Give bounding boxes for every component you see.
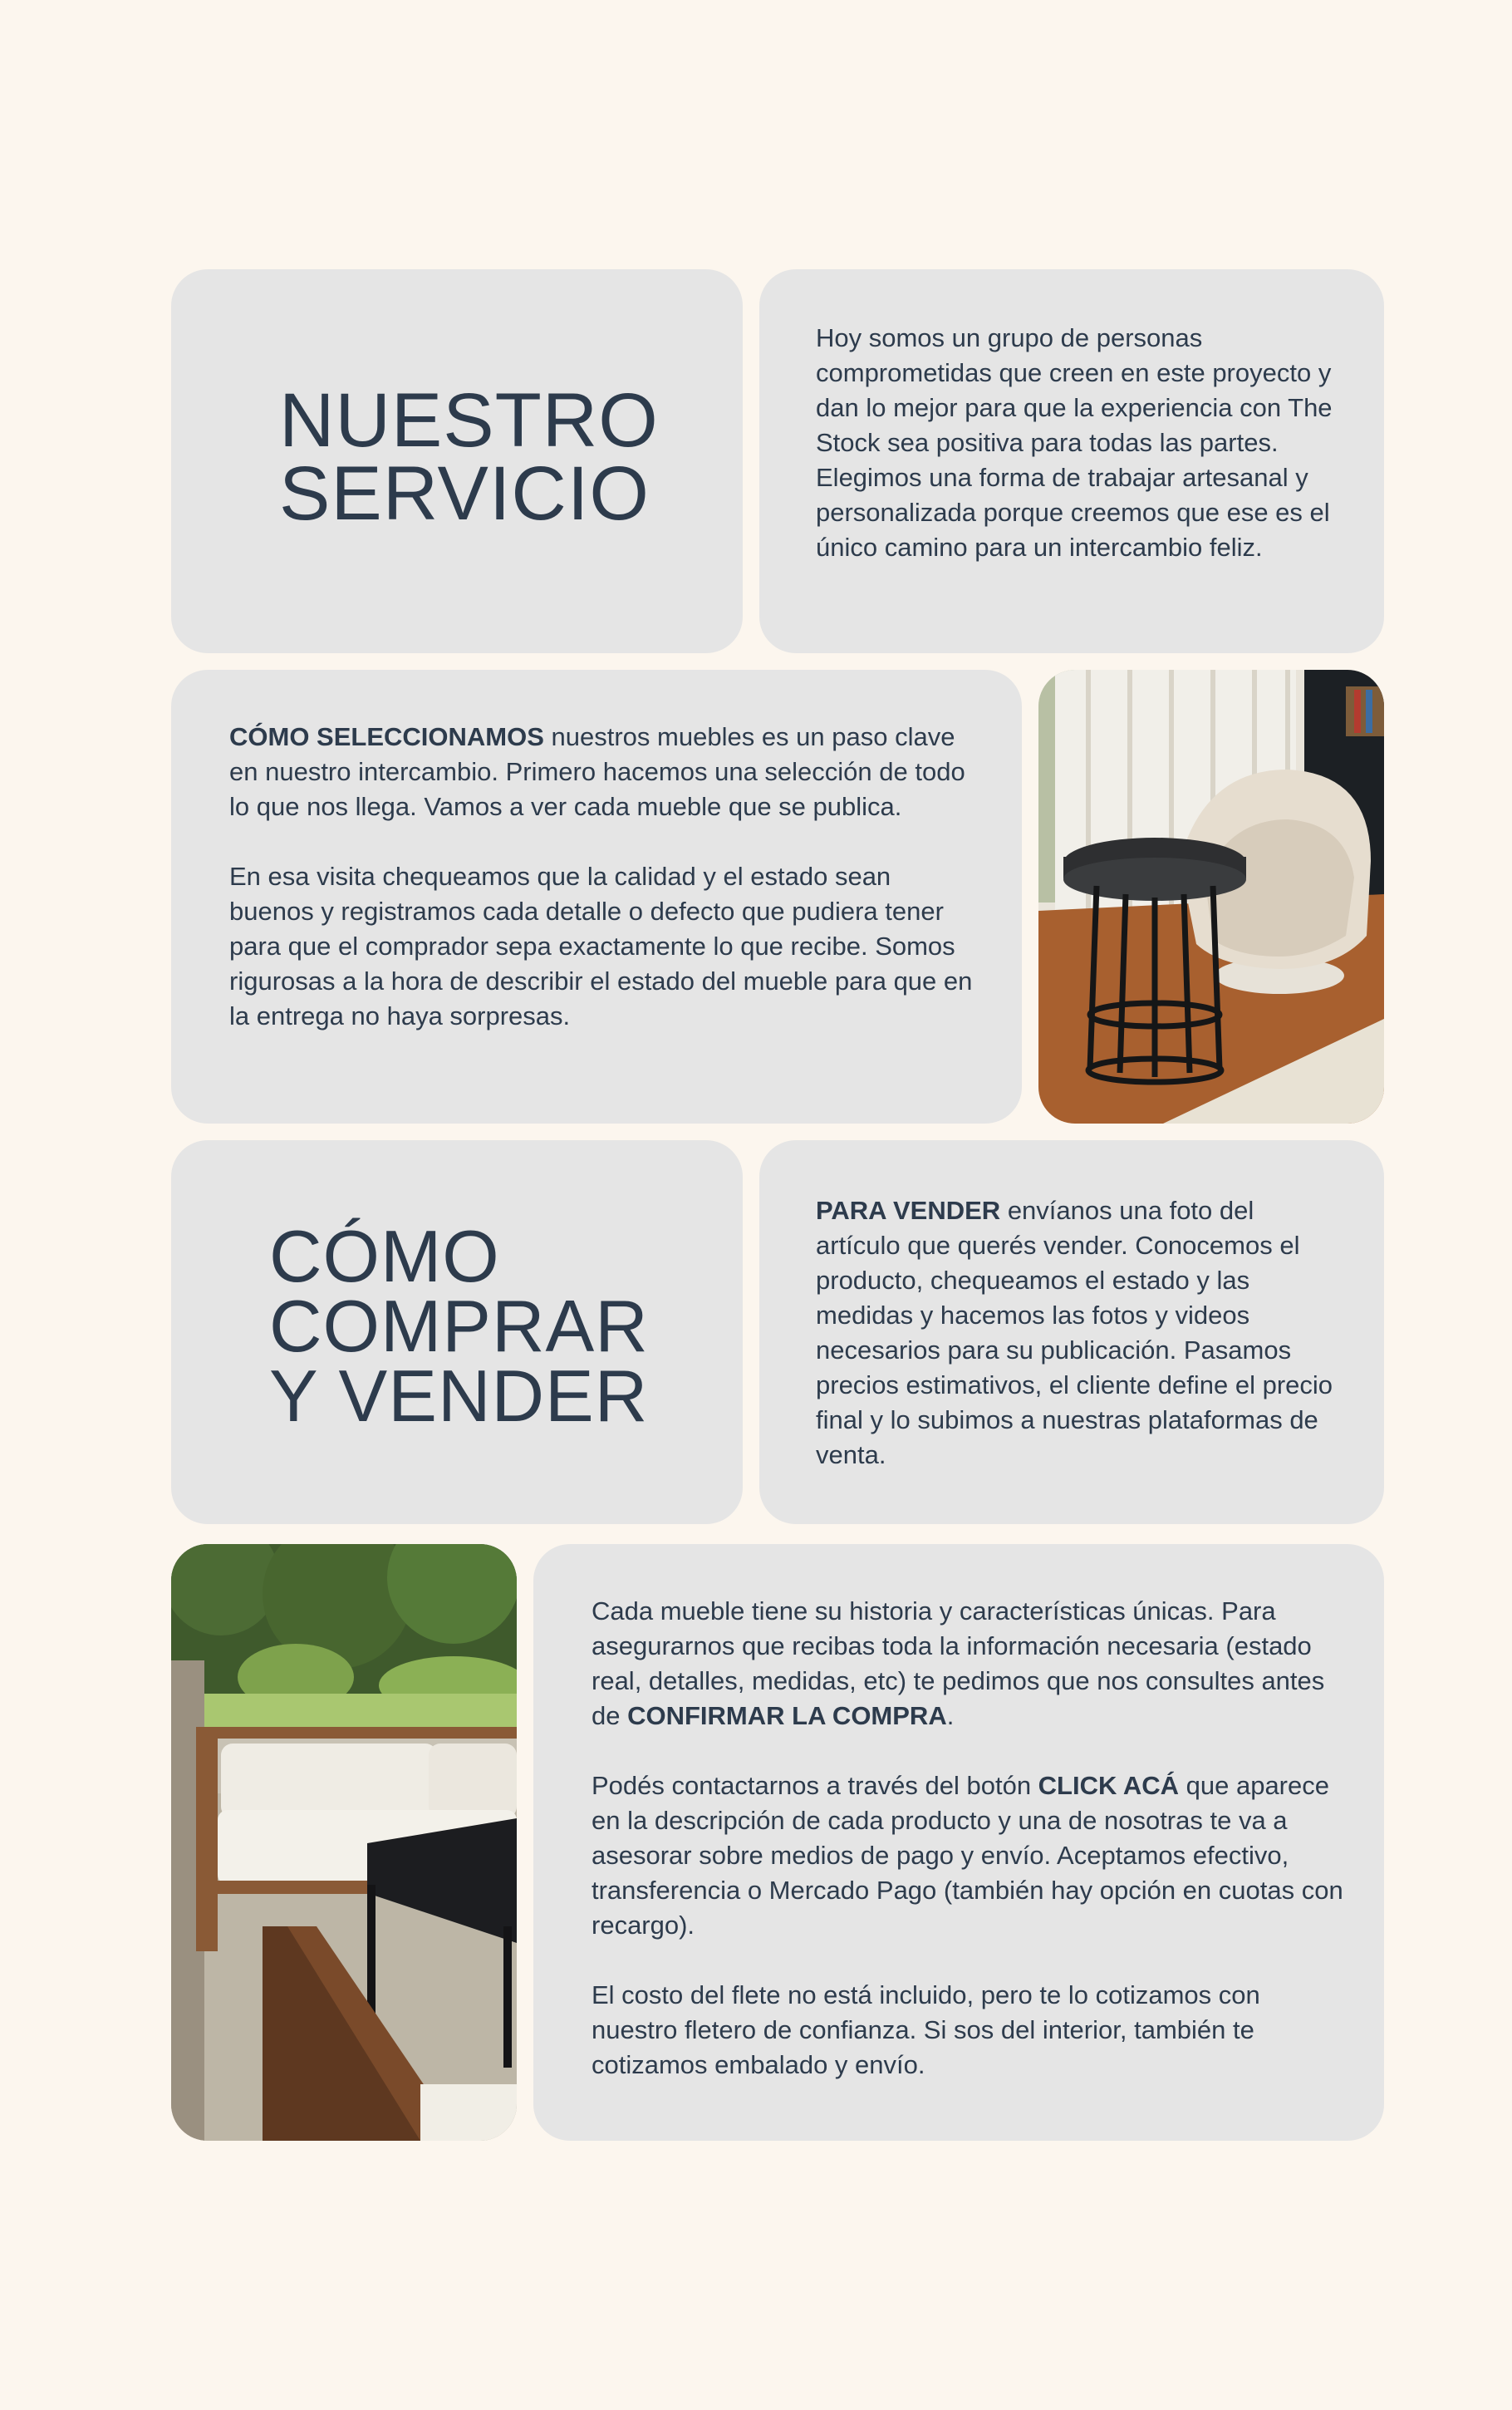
comprar-p1-before: Cada mueble tiene su historia y características únicas. Para asegurarnos que recibas toda la información necesaria (estado real, detalles, medidas, etc) te pedimos que nos consultes antes de	[592, 1596, 1325, 1730]
comprar-paragraph-2	[592, 1768, 1348, 1943]
comprar-p2-after: que aparece en la descripción de cada producto y una de nosotras te va a asesorar sobre medios de pago y envío. Aceptamos efectivo, transferencia o Mercado Pago (también hay opción en cuotas con recargo).	[592, 1771, 1343, 1940]
comprar-text	[592, 1594, 1348, 2083]
comprar-paragraph-1	[592, 1594, 1348, 1734]
seleccionamos-paragraph-2: En esa visita chequeamos que la calidad y el estado sean buenos y registramos cada detalle o defecto que pudiera tener para que el comprador sepa exactamente lo que recibe. Somos rigurosas a la hora de describir el estado del mueble para que en la entrega no haya sorpresas.	[229, 862, 973, 1030]
nuestro-servicio-heading-card	[171, 269, 743, 653]
para-vender-bold: PARA VENDER	[816, 1196, 1001, 1225]
para-vender-card	[759, 1140, 1384, 1524]
como-seleccionamos-card	[171, 670, 1022, 1124]
seleccionamos-bold: CÓMO SELECCIONAMOS	[229, 722, 544, 751]
nuestro-servicio-title	[279, 378, 659, 536]
title-line: COMPRAR	[269, 1285, 649, 1367]
comprar-p2-before: Podés contactarnos a través del botón	[592, 1771, 1038, 1800]
para-vender-rest: envíanos una foto del artículo que querés vender. Conocemos el producto, chequeamos el estado y las medidas y hacemos las fotos y videos necesarios para su publicación. Pasamos precios estimativos, el cliente define el precio final y lo subimos a nuestras plataformas de venta.	[816, 1196, 1333, 1469]
nuestro-servicio-description	[816, 321, 1339, 565]
nuestro-servicio-description-card	[759, 269, 1384, 653]
para-vender-text	[816, 1193, 1339, 1473]
como-comprar-heading-card	[171, 1140, 743, 1524]
armchair-side-table-photo	[1038, 670, 1384, 1124]
comprar-card	[533, 1544, 1384, 2141]
garden-sofa-photo	[171, 1544, 517, 2141]
comprar-paragraph-3: El costo del flete no está incluido, pero te lo cotizamos con nuestro fletero de confianza. Si sos del interior, también te cotizamos embalado y envío.	[592, 1980, 1260, 2079]
title-line: Y VENDER	[269, 1355, 649, 1437]
title-line: NUESTRO	[279, 378, 659, 463]
confirmar-compra-bold: CONFIRMAR LA COMPRA	[627, 1701, 947, 1730]
title-line: CÓMO	[269, 1215, 500, 1297]
como-comprar-title	[269, 1215, 649, 1437]
para-vender-paragraph	[816, 1193, 1339, 1473]
como-seleccionamos-text	[229, 720, 977, 1034]
description-paragraph: Hoy somos un grupo de personas comprometidas que creen en este proyecto y dan lo mejor para que la experiencia con The Stock sea positiva para todas las partes. Elegimos una forma de trabajar artesanal y personalizada porque creemos que ese es el único camino para un intercambio feliz.	[816, 323, 1333, 562]
title-line: SERVICIO	[279, 451, 650, 536]
seleccionamos-rest: nuestros muebles es un paso clave en nuestro intercambio. Primero hacemos una selección de todo lo que nos llega. Vamos a ver cada mueble que se publica.	[229, 722, 965, 821]
seleccionamos-paragraph-1	[229, 720, 977, 824]
comprar-p1-after: .	[946, 1701, 955, 1730]
click-aca-bold: CLICK ACÁ	[1038, 1771, 1180, 1800]
